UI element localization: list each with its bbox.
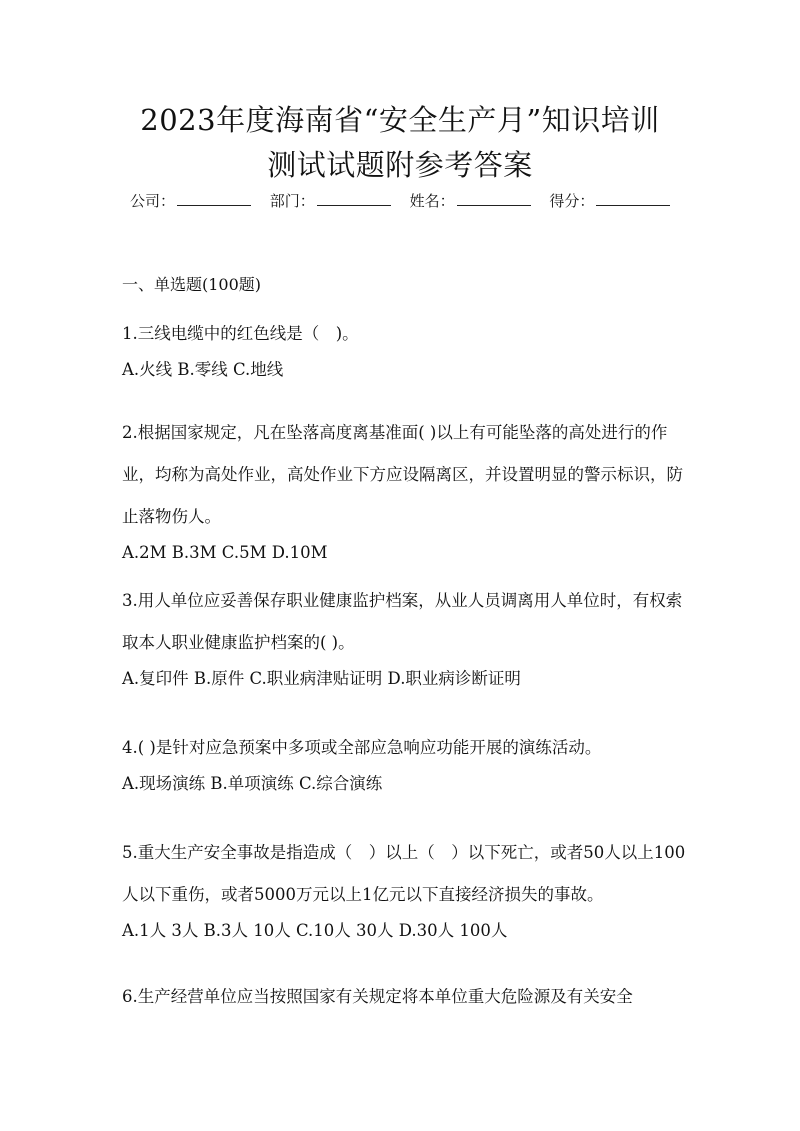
question-2	[122, 412, 692, 568]
question-4	[122, 727, 692, 799]
section-heading: 一、单选题(100题)	[122, 275, 262, 294]
question-stem: 4.( )是针对应急预案中多项或全部应急响应功能开展的演练活动。	[122, 738, 602, 757]
company-blank	[177, 190, 251, 206]
document-title-line2: 测试试题附参考答案	[267, 148, 533, 182]
question-1	[122, 313, 692, 385]
question-stem: 3.用人单位应妥善保存职业健康监护档案，从业人员调离用人单位时，有权索取本人职业健康监护档案的( )。	[122, 591, 683, 652]
question-options: A.复印件 B.原件 C.职业病津贴证明 D.职业病诊断证明	[122, 669, 521, 688]
header-fields	[130, 190, 690, 212]
question-stem: 2.根据国家规定，凡在坠落高度离基准面( )以上有可能坠落的高处进行的作业，均称为高处作业，高处作业下方应设隔离区，并设置明显的警示标识，防止落物伤人。	[122, 423, 683, 526]
question-stem: 5.重大生产安全事故是指造成（ ）以上（ ）以下死亡，或者50人以上100人以下重伤，或者5000万元以上1亿元以下直接经济损失的事故。	[122, 843, 686, 904]
department-blank	[317, 190, 391, 206]
department-field	[270, 190, 391, 212]
question-options: A.2M B.3M C.5M D.10M	[122, 543, 328, 562]
question-options: A.1人 3人 B.3人 10人 C.10人 30人 D.30人 100人	[122, 921, 508, 940]
question-6	[122, 976, 692, 1018]
question-5	[122, 832, 692, 946]
name-blank	[457, 190, 531, 206]
question-stem: 6.生产经营单位应当按照国家有关规定将本单位重大危险源及有关安全	[122, 987, 633, 1006]
name-label: 姓名：	[409, 192, 455, 210]
question-stem: 1.三线电缆中的红色线是（ )。	[122, 324, 359, 343]
question-options: A.现场演练 B.单项演练 C.综合演练	[122, 774, 383, 793]
question-options: A.火线 B.零线 C.地线	[122, 360, 284, 379]
document-title-line1: 2023年度海南省“安全生产月”知识培训	[140, 103, 660, 137]
score-blank	[596, 190, 670, 206]
company-field	[130, 190, 251, 212]
name-field	[410, 190, 531, 212]
score-label: 得分：	[549, 192, 595, 210]
question-3	[122, 580, 692, 694]
department-label: 部门：	[269, 192, 315, 210]
company-label: 公司：	[130, 192, 176, 210]
score-field	[549, 190, 670, 212]
